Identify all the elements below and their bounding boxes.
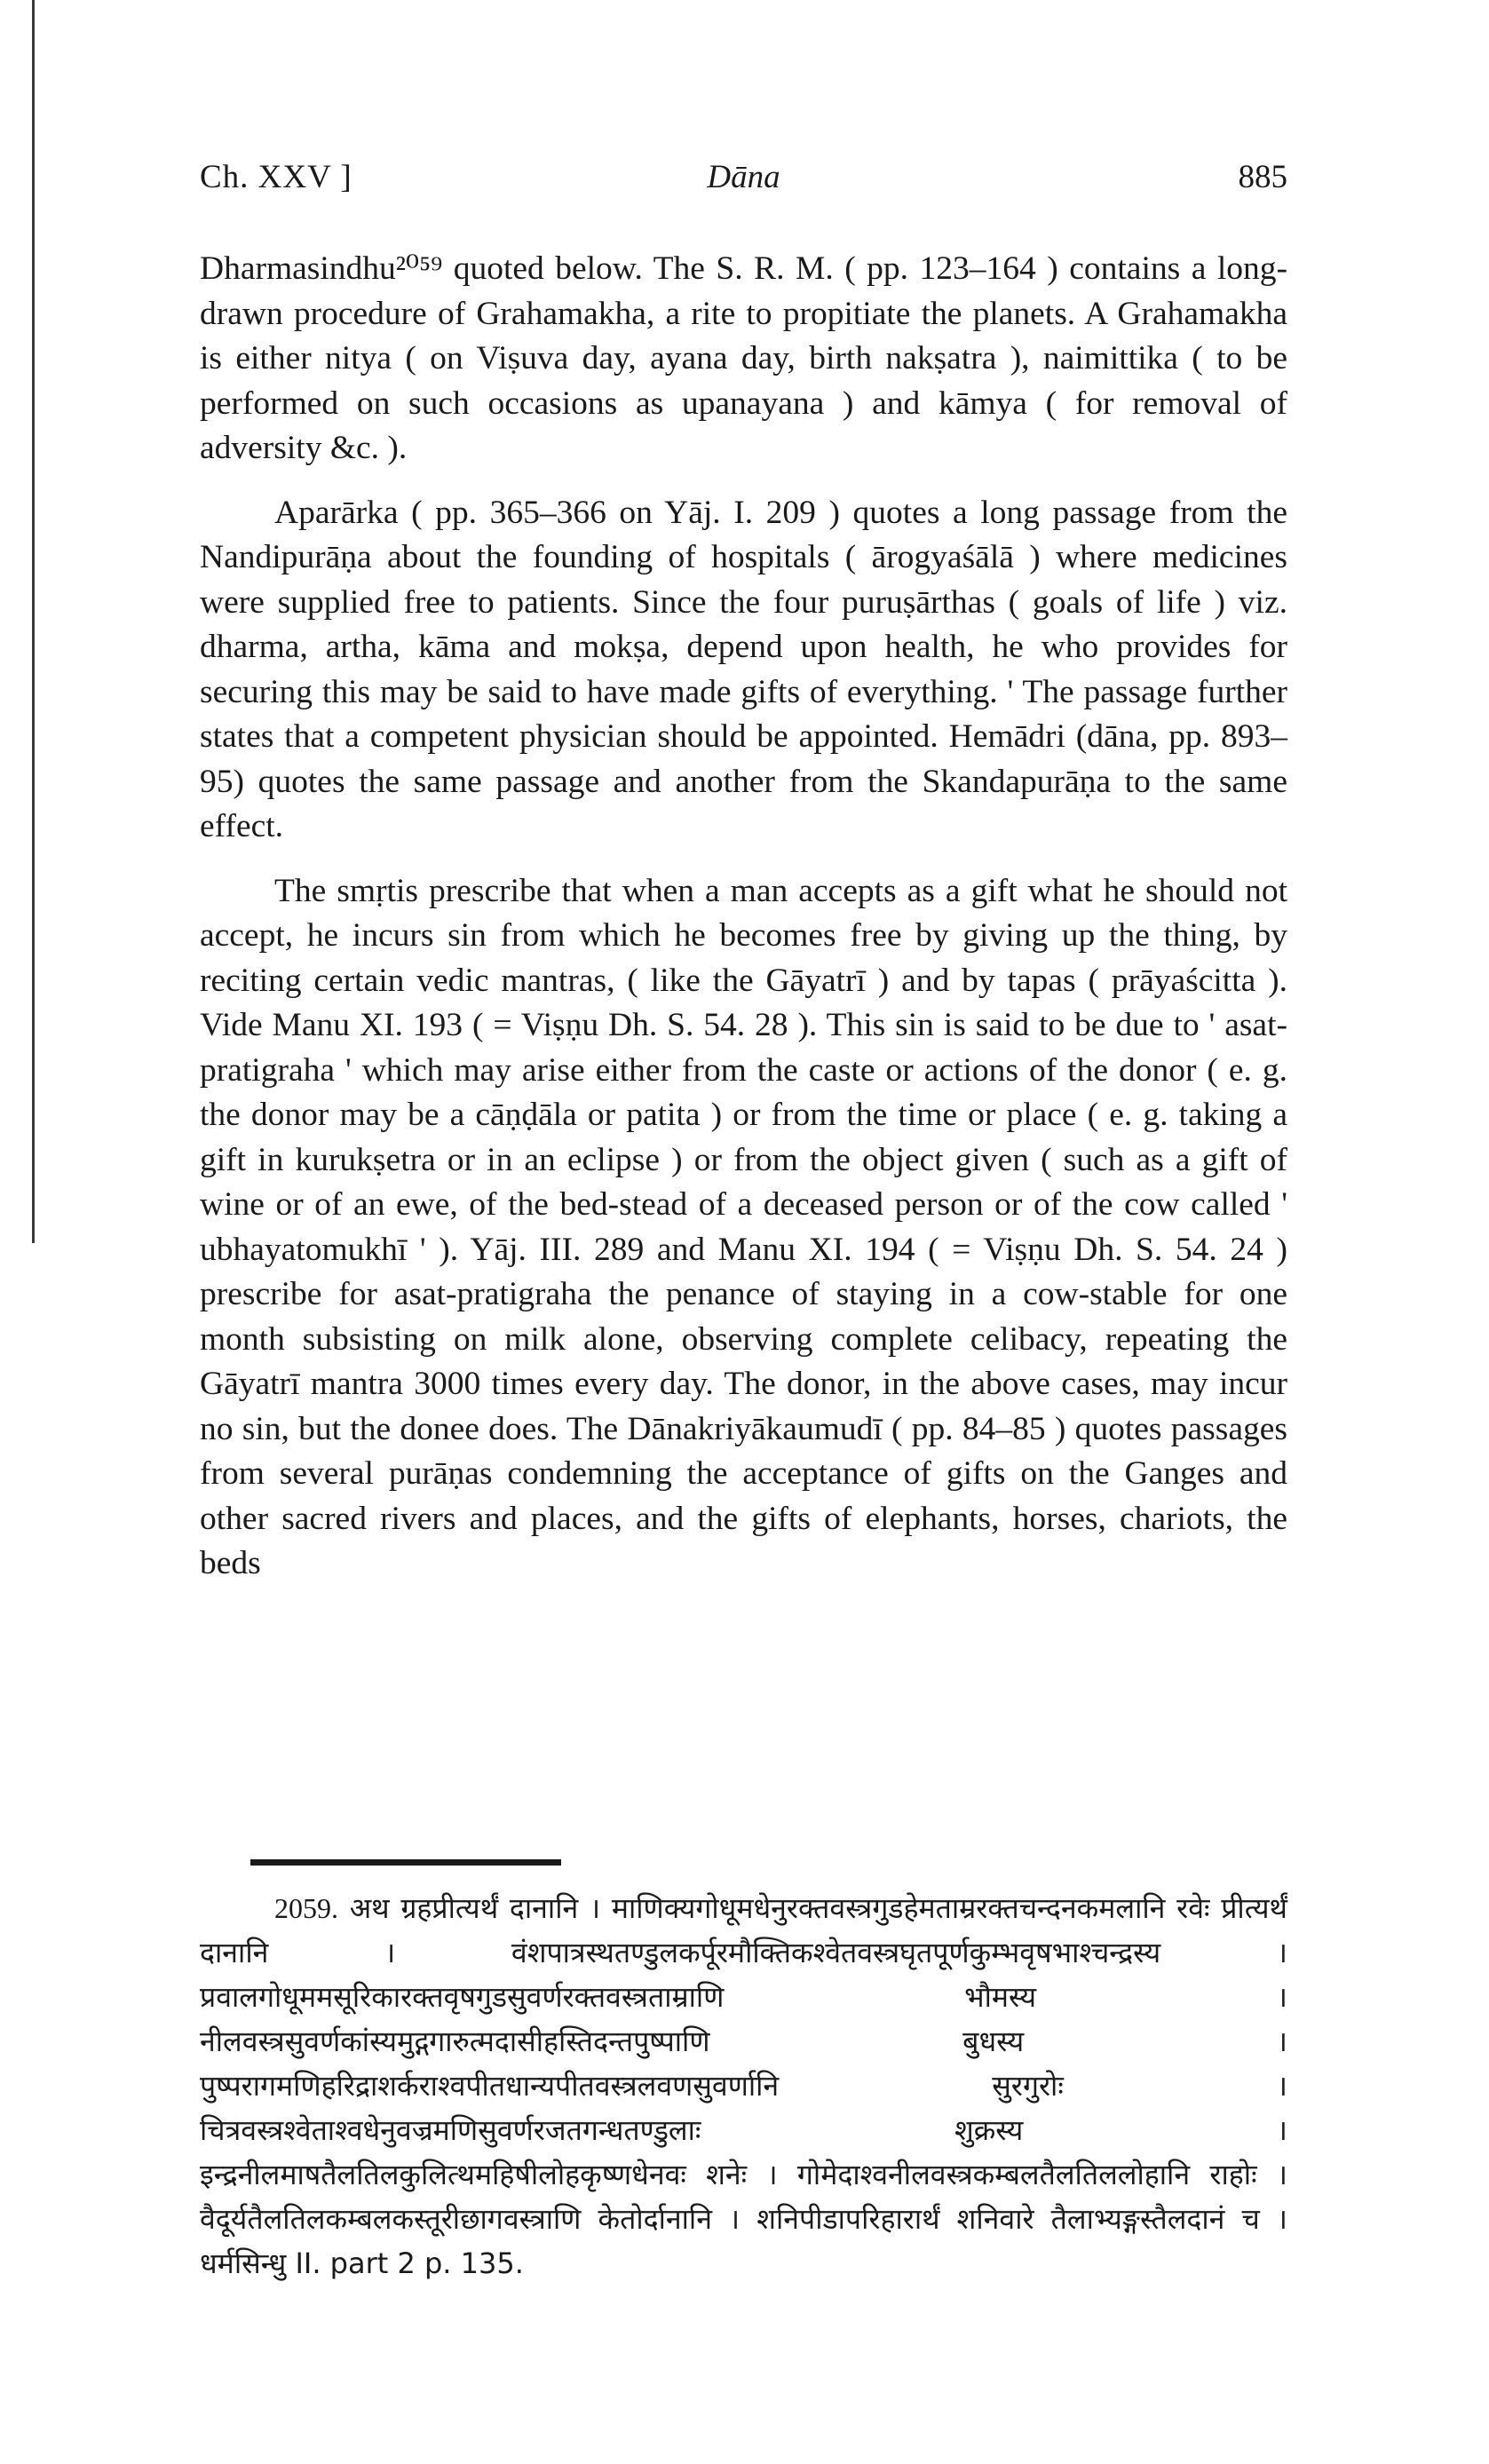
running-header	[200, 158, 1287, 211]
footnote-number: 2059.	[274, 1892, 338, 1924]
page-number: 885	[1238, 159, 1287, 195]
footnote	[200, 1886, 1287, 2286]
scan-margin-line	[32, 0, 35, 1243]
footnote-rule	[250, 1859, 561, 1866]
page-title: Dāna	[707, 159, 780, 195]
footnote-text: अथ ग्रहप्रीत्यर्थं दानानि । माणिक्यगोधूमधेनुरक्तवस्त्रगुडहेमताम्ररक्तचन्दनकमलानि रवेः प्रीत्यर्थं दानानि । वंशपात्रस्थतण्डुलकर्पूरमौक्तिकश्वेतवस्त्रघृतपूर्णकुम्भवृषभाश्चन्द्रस्य । प्रवालगोधूममसूरिकारक्तवृषगुडसुवर्णरक्तवस्त्रताम्राणि भौमस्य । नीलवस्त्रसुवर्णकांस्यमुद्गगारुत्मदासीहस्तिदन्तपुष्पाणि बुधस्य । पुष्परागमणिहरिद्राशर्कराश्वपीतधान्यपीतवस्त्रलवणसुवर्णानि सुरगुरोः । चित्रवस्त्रश्वेताश्वधेनुवज्रमणिसुवर्णरजतगन्धतण्डुलाः शुक्रस्य । इन्द्रनीलमाषतैलतिलकुलित्थमहिषीलोहकृष्णधेनवः शनेः । गोमेदाश्वनीलवस्त्रकम्बलतैलतिललोहानि राहोः । वैदूर्यतैलतिलकम्बलकस्तूरीछागवस्त्राणि केतोर्दानानि । शनिपीडापरिहारार्थं शनिवारे तैलाभ्यङ्गस्तैलदानं च । धर्मसिन्धु II. part 2 p. 135.	[200, 1891, 1287, 2280]
chapter-label: Ch. XXV ]	[200, 159, 352, 195]
paragraph-hospitals: Aparārka ( pp. 365–366 on Yāj. I. 209 ) quotes a long passage from the Nandipurāṇa about the founding of hospitals ( ārogyaśālā ) where medicines were supplied free to patients. Since the four puruṣārthas ( goals of life ) viz. dharma, artha, kāma and mokṣa, depend upon health, he who provides for securing this may be said to have made gifts of everything. ' The passage further states that a competent physician should be appointed. Hemādri (dāna, pp. 893–95) quotes the same passage and another from the Skandapurāṇa to the same effect.	[200, 494, 1287, 844]
main-text	[200, 247, 1287, 1587]
paragraph-asat-pratigraha: The smṛtis prescribe that when a man accepts as a gift what he should not accept, he incurs sin from which he becomes free by giving up the thing, by reciting certain vedic mantras, ( like the Gāyatrī ) and by tapas ( prāyaścitta ). Vide Manu XI. 193 ( = Viṣṇu Dh. S. 54. 28 ). This sin is said to be due to ' asat-pratigraha ' which may arise either from the caste or actions of the donor ( e. g. the donor may be a cāṇḍāla or patita ) or from the time or place ( e. g. taking a gift in kurukṣetra or in an eclipse ) or from the object given ( such as a gift of wine or of an ewe, of the bed-stead of a deceased person or of the cow called ' ubhayatomukhī ' ). Yāj. III. 289 and Manu XI. 194 ( = Viṣṇu Dh. S. 54. 24 ) prescribe for asat-pratigraha the penance of staying in a cow-stable for one month subsisting on milk alone, observing complete celibacy, repeating the Gāyatrī mantra 3000 times every day. The donor, in the above cases, may incur no sin, but the donee does. The Dānakriyākaumudī ( pp. 84–85 ) quotes passages from several purāṇas condemning the acceptance of gifts on the Ganges and other sacred rivers and places, and the gifts of elephants, horses, chariots, the beds	[200, 872, 1287, 1581]
paragraph-continuation: Dharmasindhu²⁰⁵⁹ quoted below. The S. R. M. ( pp. 123–164 ) contains a long-drawn procedure of Grahamakha, a rite to propitiate the planets. A Grahamakha is either nitya ( on Viṣuva day, ayana day, birth nakṣatra ), naimittika ( to be performed on such occasions as upanayana ) and kāmya ( for removal of adversity &c. ).	[200, 250, 1287, 466]
